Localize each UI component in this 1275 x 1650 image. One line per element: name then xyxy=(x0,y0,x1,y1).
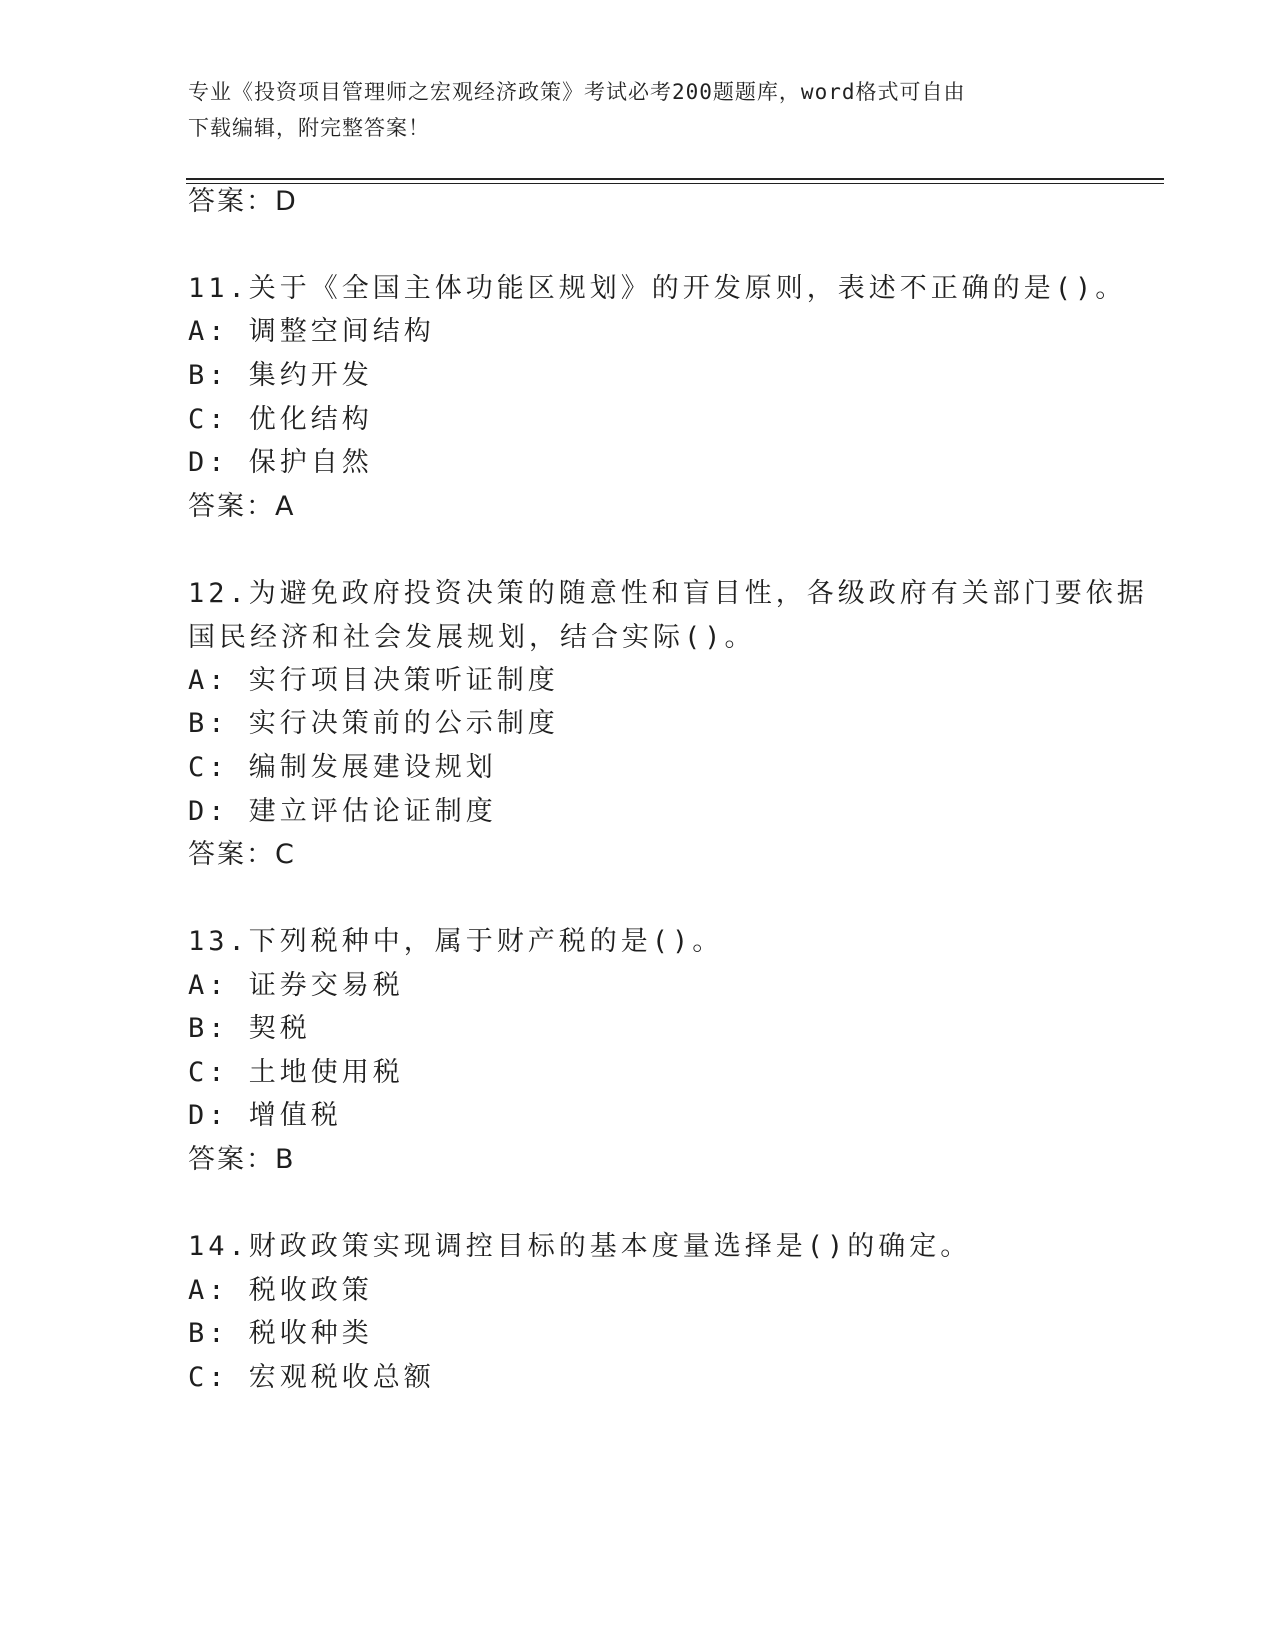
document-header xyxy=(188,74,1088,146)
option-b: B: 实行决策前的公示制度 xyxy=(188,708,559,739)
question-stem: 14.财政政策实现调控目标的基本度量选择是()的确定。 xyxy=(188,1231,972,1262)
option-c: C: 宏观税收总额 xyxy=(188,1362,435,1393)
option-c: C: 土地使用税 xyxy=(188,1057,404,1088)
question-stem: 11.关于《全国主体功能区规划》的开发原则，表述不正确的是()。 xyxy=(188,273,1127,304)
question-stem-continued: 国民经济和社会发展规划，结合实际()。 xyxy=(188,622,756,653)
question-stem: 12.为避免政府投资决策的随意性和盲目性，各级政府有关部门要依据 xyxy=(188,578,1148,609)
option-a: A: 税收政策 xyxy=(188,1275,373,1306)
option-a: A: 实行项目决策听证制度 xyxy=(188,665,559,696)
question-stem: 13.下列税种中，属于财产税的是()。 xyxy=(188,926,724,957)
answer-line: 答案：C xyxy=(188,839,296,870)
header-line-1: 专业《投资项目管理师之宏观经济政策》考试必考200题题库，word格式可自由 xyxy=(188,80,966,104)
answer-line: 答案：B xyxy=(188,1144,296,1175)
option-c: C: 优化结构 xyxy=(188,404,373,435)
header-divider-thin xyxy=(186,183,1164,184)
option-a: A: 证券交易税 xyxy=(188,970,404,1001)
option-b: B: 集约开发 xyxy=(188,360,373,391)
option-d: D: 增值税 xyxy=(188,1100,342,1131)
answer-line: 答案：D xyxy=(188,186,298,217)
option-b: B: 税收种类 xyxy=(188,1318,373,1349)
option-b: B: 契税 xyxy=(188,1013,311,1044)
option-a: A: 调整空间结构 xyxy=(188,316,435,347)
option-d: D: 建立评估论证制度 xyxy=(188,796,497,827)
answer-line: 答案：A xyxy=(188,491,296,522)
header-divider xyxy=(186,178,1164,180)
option-d: D: 保护自然 xyxy=(188,447,373,478)
header-line-2: 下载编辑，附完整答案！ xyxy=(188,116,430,140)
option-c: C: 编制发展建设规划 xyxy=(188,752,497,783)
